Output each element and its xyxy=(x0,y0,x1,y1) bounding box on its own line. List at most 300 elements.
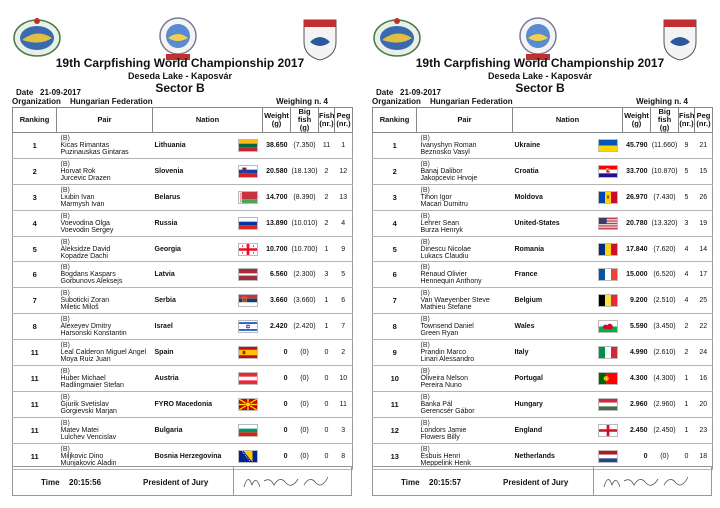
angler-name-1: Leal Calderon Miguel Angel xyxy=(60,349,147,357)
pair-cell xyxy=(57,314,153,340)
fish-count-cell: 0 xyxy=(319,443,335,469)
rank-cell: 2 xyxy=(373,158,417,184)
serbia-flag-icon xyxy=(238,294,258,307)
france-flag-icon xyxy=(598,268,618,281)
nation-cell: Italy xyxy=(513,340,593,366)
weight-cell: 45.790 xyxy=(623,133,651,159)
fish-count-cell: 4 xyxy=(679,236,695,262)
nation-cell: Serbia xyxy=(153,288,233,314)
pair-cell xyxy=(57,391,153,417)
angler-name-2: Mathieu Stefane xyxy=(420,304,472,312)
lithuania-flag-icon xyxy=(238,139,258,152)
peg-cell: 16 xyxy=(695,366,713,392)
sector-tag: (B) xyxy=(60,316,70,324)
table-row xyxy=(373,366,713,392)
sector-tag: (B) xyxy=(60,342,70,350)
flag-cell xyxy=(593,417,623,443)
flag-cell xyxy=(593,184,623,210)
slovenia-flag-icon xyxy=(238,165,258,178)
angler-name-1: Van Waeyenber Steve xyxy=(420,297,490,305)
nation-cell: Ukraine xyxy=(513,133,593,159)
peg-cell: 26 xyxy=(695,184,713,210)
sector-tag: (B) xyxy=(420,316,430,324)
pair-cell xyxy=(417,417,513,443)
nation-cell: Georgia xyxy=(153,236,233,262)
results-sheet-right xyxy=(364,6,716,502)
usa-flag-icon xyxy=(598,217,618,230)
sector-tag: (B) xyxy=(420,367,430,375)
fips-logo-icon xyxy=(12,16,62,58)
organization-value: Hungarian Federation xyxy=(430,97,513,106)
nation-cell: Austria xyxy=(153,366,233,392)
pair-cell xyxy=(417,262,513,288)
rank-cell: 8 xyxy=(13,314,57,340)
ukraine-flag-icon xyxy=(598,139,618,152)
fish-count-cell: 0 xyxy=(679,443,695,469)
big-fish-cell: (10.010) xyxy=(291,210,319,236)
angler-name-1: Suboticki Zoran xyxy=(60,297,110,305)
nation-cell: England xyxy=(513,417,593,443)
flag-cell xyxy=(593,133,623,159)
weight-cell: 4.300 xyxy=(623,366,651,392)
table-row xyxy=(373,184,713,210)
big-fish-cell: (0) xyxy=(651,443,679,469)
netherlands-flag-icon xyxy=(598,450,618,463)
fish-count-cell: 2 xyxy=(319,210,335,236)
big-fish-cell: (2.420) xyxy=(291,314,319,340)
angler-name-2: Jakopcevic Hrvoje xyxy=(420,174,478,182)
big-fish-cell: (7.620) xyxy=(651,236,679,262)
table-row xyxy=(13,366,353,392)
flag-cell xyxy=(233,184,263,210)
rank-cell: 6 xyxy=(13,262,57,288)
croatia-flag-icon xyxy=(598,165,618,178)
sector-tag: (B) xyxy=(420,290,430,298)
angler-name-1: Lehrer Sean xyxy=(420,219,460,227)
big-fish-cell: (3.660) xyxy=(291,288,319,314)
weight-cell: 3.660 xyxy=(263,288,291,314)
big-fish-cell: (2.510) xyxy=(651,288,679,314)
header-peg: Peg (nr.) xyxy=(695,108,713,133)
fish-count-cell: 9 xyxy=(679,133,695,159)
weight-cell: 5.590 xyxy=(623,314,651,340)
table-header-row xyxy=(373,108,713,133)
sector-tag: (B) xyxy=(60,419,70,427)
rank-cell: 6 xyxy=(373,262,417,288)
angler-name-1: Liubin Ivan xyxy=(60,193,95,201)
pair-cell xyxy=(57,417,153,443)
table-row xyxy=(13,314,353,340)
peg-cell: 3 xyxy=(335,417,353,443)
rank-cell: 3 xyxy=(373,184,417,210)
weight-cell: 9.200 xyxy=(623,288,651,314)
sector-tag: (B) xyxy=(420,419,430,427)
peg-cell: 12 xyxy=(335,158,353,184)
angler-name-1: Banaj Dalibor xyxy=(420,167,463,175)
header-nation: Nation xyxy=(153,108,263,133)
big-fish-cell: (13.320) xyxy=(651,210,679,236)
big-fish-cell: (2.300) xyxy=(291,262,319,288)
sector-tag: (B) xyxy=(60,290,70,298)
pair-cell xyxy=(417,158,513,184)
fish-count-cell: 1 xyxy=(319,288,335,314)
angler-name-2: Radlingmaier Stefan xyxy=(60,381,124,389)
table-row xyxy=(373,210,713,236)
flag-cell xyxy=(593,314,623,340)
big-fish-cell: (7.430) xyxy=(651,184,679,210)
belgium-flag-icon xyxy=(598,294,618,307)
peg-cell: 9 xyxy=(335,236,353,262)
date-value: 21-09-2017 xyxy=(40,88,81,97)
rank-cell: 4 xyxy=(13,210,57,236)
rank-cell: 11 xyxy=(13,391,57,417)
weight-cell: 26.970 xyxy=(623,184,651,210)
time-value: 20:15:56 xyxy=(69,478,102,487)
fish-count-cell: 1 xyxy=(679,417,695,443)
angler-name-1: Miljkovic Dino xyxy=(60,452,104,460)
sector-tag: (B) xyxy=(420,393,430,401)
peg-cell: 1 xyxy=(335,133,353,159)
rank-cell: 10 xyxy=(373,366,417,392)
peg-cell: 22 xyxy=(695,314,713,340)
pair-cell xyxy=(57,262,153,288)
sector-tag: (B) xyxy=(60,445,70,453)
nation-cell: Netherlands xyxy=(513,443,593,469)
rank-cell: 8 xyxy=(373,314,417,340)
big-fish-cell: (0) xyxy=(291,340,319,366)
page-title: 19th Carpfishing World Championship 2017 xyxy=(415,56,665,70)
table-row xyxy=(373,262,713,288)
table-row xyxy=(13,288,353,314)
flag-cell xyxy=(593,210,623,236)
angler-name-2: Munjakovic Aladin xyxy=(60,459,117,467)
weight-cell: 38.650 xyxy=(263,133,291,159)
rank-cell: 11 xyxy=(13,443,57,469)
big-fish-cell: (11.660) xyxy=(651,133,679,159)
fish-count-cell: 0 xyxy=(319,417,335,443)
flag-cell xyxy=(593,366,623,392)
fish-count-cell: 4 xyxy=(679,288,695,314)
angler-name-1: Esbuis Henri xyxy=(420,452,461,460)
flag-cell xyxy=(593,158,623,184)
header-pair: Pair xyxy=(57,108,153,133)
fish-count-cell: 5 xyxy=(679,184,695,210)
nation-cell: Romania xyxy=(513,236,593,262)
angler-name-1: Alexeyev Dmitry xyxy=(60,323,112,331)
weight-cell: 0 xyxy=(263,417,291,443)
angler-name-1: Townsend Daniel xyxy=(420,323,474,331)
sector-tag: (B) xyxy=(60,393,70,401)
table-row xyxy=(373,288,713,314)
header-weight: Weight (g) xyxy=(263,108,291,133)
pair-cell xyxy=(417,314,513,340)
nation-cell: Hungary xyxy=(513,391,593,417)
pair-cell xyxy=(417,340,513,366)
president-of-jury-label: President of Jury xyxy=(143,478,209,487)
portugal-flag-icon xyxy=(598,372,618,385)
time-value: 20:15:57 xyxy=(429,478,462,487)
angler-name-1: Prandin Marco xyxy=(420,349,467,357)
rank-cell: 13 xyxy=(373,443,417,469)
flag-cell xyxy=(233,288,263,314)
belarus-flag-icon xyxy=(238,191,258,204)
peg-cell: 5 xyxy=(335,262,353,288)
weight-cell: 14.700 xyxy=(263,184,291,210)
angler-name-1: Ivanyshyn Roman xyxy=(420,141,477,149)
nation-cell: Belarus xyxy=(153,184,233,210)
pair-cell xyxy=(417,391,513,417)
signature-icon xyxy=(594,467,712,495)
sector-tag: (B) xyxy=(420,160,430,168)
table-row xyxy=(13,210,353,236)
weight-cell: 2.420 xyxy=(263,314,291,340)
table-row xyxy=(373,417,713,443)
big-fish-cell: (0) xyxy=(291,391,319,417)
flag-cell xyxy=(593,391,623,417)
time-label: Time xyxy=(41,478,60,487)
date-label: Date xyxy=(16,88,34,97)
table-row xyxy=(13,417,353,443)
nation-cell: Spain xyxy=(153,340,233,366)
moldova-flag-icon xyxy=(598,191,618,204)
big-fish-cell: (3.450) xyxy=(651,314,679,340)
flag-cell xyxy=(233,340,263,366)
table-row xyxy=(13,340,353,366)
sector-tag: (B) xyxy=(420,445,430,453)
fish-count-cell: 3 xyxy=(679,210,695,236)
pair-cell xyxy=(57,366,153,392)
sector-tag: (B) xyxy=(60,367,70,375)
angler-name-1: Oliveira Nelson xyxy=(420,374,468,382)
flag-cell xyxy=(593,262,623,288)
nation-cell: Portugal xyxy=(513,366,593,392)
angler-name-2: Macari Dumitru xyxy=(420,200,468,208)
peg-cell: 20 xyxy=(695,391,713,417)
fish-count-cell: 5 xyxy=(679,158,695,184)
angler-name-2: Miletic Miloš xyxy=(60,304,99,312)
angler-name-2: Meppelink Henk xyxy=(420,459,471,467)
sector-title: Sector B xyxy=(515,81,565,95)
fish-count-cell: 3 xyxy=(319,262,335,288)
table-row xyxy=(373,236,713,262)
bosnia-flag-icon xyxy=(238,450,258,463)
austria-flag-icon xyxy=(238,372,258,385)
table-row xyxy=(373,158,713,184)
weight-cell: 6.560 xyxy=(263,262,291,288)
angler-name-1: Renaud Olivier xyxy=(420,271,467,279)
nation-cell: Moldova xyxy=(513,184,593,210)
rank-cell: 1 xyxy=(373,133,417,159)
pair-cell xyxy=(417,236,513,262)
table-row xyxy=(373,340,713,366)
nation-cell: Lithuania xyxy=(153,133,233,159)
angler-name-2: Moya Ruiz Juan xyxy=(60,356,111,364)
macedonia-flag-icon xyxy=(238,398,258,411)
weight-cell: 0 xyxy=(263,391,291,417)
angler-name-1: Dinescu Nicolae xyxy=(420,245,472,253)
weight-cell: 10.700 xyxy=(263,236,291,262)
rank-cell: 1 xyxy=(13,133,57,159)
flag-cell xyxy=(233,133,263,159)
peg-cell: 2 xyxy=(335,340,353,366)
angler-name-2: Jurcevic Drazen xyxy=(60,174,111,182)
peg-cell: 21 xyxy=(695,133,713,159)
weighing-number: Weighing n. 4 xyxy=(276,97,328,106)
big-fish-cell: (2.960) xyxy=(651,391,679,417)
angler-name-2: Flowers Billy xyxy=(420,433,460,441)
nation-cell: Latvia xyxy=(153,262,233,288)
weight-cell: 0 xyxy=(263,366,291,392)
big-fish-cell: (18.130) xyxy=(291,158,319,184)
nation-cell: Russia xyxy=(153,210,233,236)
peg-cell: 11 xyxy=(335,391,353,417)
rank-cell: 4 xyxy=(373,210,417,236)
big-fish-cell: (0) xyxy=(291,443,319,469)
flag-cell xyxy=(233,236,263,262)
results-sheet-left xyxy=(4,6,356,502)
header-ranking: Ranking xyxy=(373,108,417,133)
big-fish-cell: (2.610) xyxy=(651,340,679,366)
sector-tag: (B) xyxy=(60,186,70,194)
pair-cell xyxy=(417,210,513,236)
nation-cell: Belgium xyxy=(513,288,593,314)
big-fish-cell: (0) xyxy=(291,417,319,443)
peg-cell: 14 xyxy=(695,236,713,262)
header-big-fish: Big fish (g) xyxy=(651,108,679,133)
peg-cell: 19 xyxy=(695,210,713,236)
table-row xyxy=(373,133,713,159)
weight-cell: 0 xyxy=(263,443,291,469)
angler-name-1: Londors Jamie xyxy=(420,426,467,434)
rank-cell: 3 xyxy=(13,184,57,210)
time-label: Time xyxy=(401,478,420,487)
organization-label: Organization xyxy=(372,97,421,106)
header-nation: Nation xyxy=(513,108,623,133)
weight-cell: 2.960 xyxy=(623,391,651,417)
peg-cell: 24 xyxy=(695,340,713,366)
sector-tag: (B) xyxy=(60,134,70,142)
peg-cell: 25 xyxy=(695,288,713,314)
bulgaria-flag-icon xyxy=(238,424,258,437)
angler-name-1: Huber Michael xyxy=(60,374,106,382)
flag-cell xyxy=(593,236,623,262)
nation-cell: United-States xyxy=(513,210,593,236)
rank-cell: 9 xyxy=(373,340,417,366)
spain-flag-icon xyxy=(238,346,258,359)
weight-cell: 17.840 xyxy=(623,236,651,262)
rank-cell: 12 xyxy=(373,417,417,443)
georgia-flag-icon xyxy=(238,243,258,256)
pair-cell xyxy=(417,288,513,314)
big-fish-cell: (10.870) xyxy=(651,158,679,184)
peg-cell: 13 xyxy=(335,184,353,210)
flag-cell xyxy=(233,417,263,443)
signature-box xyxy=(593,467,711,495)
date-line xyxy=(16,88,81,97)
angler-name-2: Lulchev Vencislav xyxy=(60,433,117,441)
england-flag-icon xyxy=(598,424,618,437)
angler-name-2: Pereira Nuno xyxy=(420,381,462,389)
signature-icon xyxy=(234,467,352,495)
angler-name-1: Horvat Rok xyxy=(60,167,96,175)
angler-name-1: Voevodina Olga xyxy=(60,219,110,227)
page-title: 19th Carpfishing World Championship 2017 xyxy=(55,56,305,70)
angler-name-2: Linari Alessandro xyxy=(420,356,475,364)
weighing-number: Weighing n. 4 xyxy=(636,97,688,106)
angler-name-2: Green Ryan xyxy=(420,330,459,338)
pair-cell xyxy=(57,288,153,314)
header-big-fish: Big fish (g) xyxy=(291,108,319,133)
sector-tag: (B) xyxy=(420,134,430,142)
angler-name-2: Burza Henryk xyxy=(420,226,463,234)
pair-cell xyxy=(417,133,513,159)
nation-cell: Croatia xyxy=(513,158,593,184)
rank-cell: 7 xyxy=(373,288,417,314)
angler-name-1: Tihon Igor xyxy=(420,193,452,201)
angler-name-2: Hennequin Anthony xyxy=(420,278,482,286)
table-row xyxy=(373,391,713,417)
big-fish-cell: (8.390) xyxy=(291,184,319,210)
angler-name-1: Banka Pál xyxy=(420,400,453,408)
rank-cell: 11 xyxy=(13,340,57,366)
angler-name-2: Marmysh Ivan xyxy=(60,200,105,208)
sector-tag: (B) xyxy=(420,342,430,350)
table-row xyxy=(13,158,353,184)
peg-cell: 15 xyxy=(695,158,713,184)
fish-count-cell: 1 xyxy=(319,236,335,262)
pair-cell xyxy=(417,366,513,392)
russia-flag-icon xyxy=(238,217,258,230)
angler-name-2: Gorbunovs Aleksejs xyxy=(60,278,123,286)
date-label: Date xyxy=(376,88,394,97)
angler-name-2: Beznosko Vasyl xyxy=(420,148,470,156)
angler-name-2: Kopadze Dachi xyxy=(60,252,108,260)
fish-count-cell: 4 xyxy=(679,262,695,288)
flag-cell xyxy=(233,391,263,417)
rank-cell: 2 xyxy=(13,158,57,184)
big-fish-cell: (4.300) xyxy=(651,366,679,392)
flag-cell xyxy=(233,366,263,392)
weight-cell: 15.000 xyxy=(623,262,651,288)
venue-subtitle: Deseda Lake - Kaposvár xyxy=(487,71,593,81)
pair-cell xyxy=(57,340,153,366)
date-value: 21-09-2017 xyxy=(400,88,441,97)
pair-cell xyxy=(57,184,153,210)
fish-count-cell: 0 xyxy=(319,391,335,417)
weight-cell: 13.890 xyxy=(263,210,291,236)
fish-count-cell: 0 xyxy=(319,340,335,366)
date-line xyxy=(376,88,441,97)
big-fish-cell: (2.450) xyxy=(651,417,679,443)
angler-name-2: Gorgievski Marjan xyxy=(60,407,117,415)
flag-cell xyxy=(593,340,623,366)
table-row xyxy=(13,236,353,262)
header-fish: Fish (nr.) xyxy=(679,108,695,133)
table-row xyxy=(13,184,353,210)
fish-count-cell: 1 xyxy=(679,391,695,417)
table-body xyxy=(13,133,353,470)
fish-count-cell: 2 xyxy=(679,314,695,340)
sector-tag: (B) xyxy=(420,186,430,194)
pair-cell xyxy=(417,184,513,210)
sector-tag: (B) xyxy=(60,160,70,168)
romania-flag-icon xyxy=(598,243,618,256)
nation-cell: Bulgaria xyxy=(153,417,233,443)
peg-cell: 18 xyxy=(695,443,713,469)
sector-tag: (B) xyxy=(60,212,70,220)
big-fish-cell: (0) xyxy=(291,366,319,392)
sector-tag: (B) xyxy=(60,238,70,246)
